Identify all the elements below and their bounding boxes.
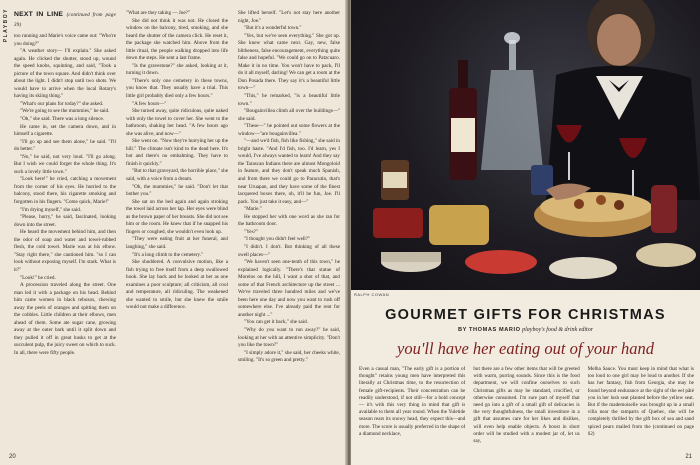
paragraph: "Yes?" <box>244 228 258 235</box>
paragraph: "Is the gravestone?" she asked, looking at it, turning it down. <box>126 62 228 77</box>
paragraph: "They were eating fruit at her funeral, and laughing," she said. <box>126 236 228 250</box>
gift-food-photograph <box>351 0 700 290</box>
column-text <box>238 10 340 365</box>
decanter-neck <box>509 40 516 70</box>
paragraph: "There's only one cemetery in these towns, you know that. They usually have a trial. This little girl probably died only a few hours." <box>126 77 228 100</box>
paragraph: "But to that graveyard, the horrible place," she said, with a voice from a dream. <box>126 168 228 183</box>
left-page <box>0 0 347 465</box>
paragraph: He heard the movement behind him, and then the odor of soap and water and towel-rubbed flesh, the cold towel. Marie was at his elbow. "Stay right there," she cautioned him. "so I can look without exposing myself. I'm stark. What is it?" <box>14 229 116 273</box>
gold-box <box>429 205 489 245</box>
man-face <box>597 14 641 66</box>
round-tin-side <box>381 252 441 262</box>
basket-item <box>614 200 624 210</box>
column-text: but there are a few other items that will be greeted with warm, purring sounds. Since this is the food department, we will confine ourselves to such Christmas gifts as may be standard, crucified, or otherwise consumed. I'm sure part of myself that need go into a gift of a small gift of delicacies is the very thoughtfulness, the small investiture in a gift that assumes care for her likes and dislikes, will even help enable objects. A boost in short order will be studied with a modest jar of, let us say, <box>473 366 580 445</box>
paragraph: "Why do you want to run away?" he said, looking at her with an attentive simplicity. "Don't you like the town?" <box>238 326 340 349</box>
column-text <box>14 33 116 358</box>
photo-illustration <box>351 0 700 290</box>
article-deck: you'll have her eating out of your hand <box>397 339 654 358</box>
paragraph: A procession traveled along the street. One man led it with a package on his head. Behind him came women in black rebozos, chewing away the peels of oranges and spitting them on the cobbles. Little children at their elbows, men ahead of them. Some ate sugar cane, growing away at the outer bark until it split down and they pulled it off in great husks to get at the succulent pulp, the juicy sweet on which to suck. In all, there were fifty people. <box>14 282 116 356</box>
bottle-right <box>651 185 677 233</box>
paragraph: "Yes, but we've seen everything." She got up. She knew what came next. Gay, new, false blitheness, false encouragement, everything quite false and hopeful. "We could go on to Patzcuaro. Make it in no time. You won't have to pack, I'll do it all myself, darling! We can get a room at the Don Posada there. They say it's a beautiful little town—" <box>238 32 340 92</box>
byline-role: playboy's food & drink editor <box>522 327 594 333</box>
glass-stem-left <box>568 152 570 180</box>
column-text: Even a casual man, "The early gift is a portion of thought" retains young men have interpreted this literally at Christmas time, to the resurrection of female gift-recipients. Their concentration can be readily understood, if not still—for a bold concept— it's with this very thing in mind that gift is available to them all year round. When the Yuletide season rears its snowy head, they expect this—and more. The score is usually preferred in the shape of a diamond necklace, <box>359 366 466 437</box>
paragraph: "Oh," she said. There was a long silence. <box>20 116 105 123</box>
basket-item <box>574 199 584 209</box>
right-column-1 <box>359 366 465 452</box>
right-page <box>351 0 700 465</box>
paragraph: "No," he said, not very loud. "I'll go along. But I wish we could forget the whole thing. It's such a lovely little town." <box>14 153 116 175</box>
byline-name: BY THOMAS MARIO <box>457 327 521 333</box>
page-number-right: 21 <box>685 454 692 460</box>
decanter-stopper <box>504 32 520 44</box>
paragraph: "I thought you didn't feel well?" <box>244 236 311 243</box>
paragraph: "It's a long climb to the cemetery." <box>132 251 204 258</box>
tin-right <box>636 243 696 267</box>
page-number-left: 20 <box>9 454 16 460</box>
magazine-side-title: PLAYBOY <box>3 8 9 43</box>
paragraph: He came in, set the camera down, and in himself a cigarette. <box>14 123 116 138</box>
white-tin <box>549 257 617 279</box>
paragraph: "A few hours—" <box>132 100 167 107</box>
paragraph: "Look here!" he cried, catching a movement from the corner of his eyes. He hurried to the balcony, stood there, his cigarette smoking and forgotten in his fingers. "Come quick, Marie!" <box>14 176 116 206</box>
paragraph: "This," he remarked, "is a beautiful little town." <box>238 93 340 107</box>
column-text: Melba Sauce. You must keep in mind that what is too loud to one girl may be loud to another. If she has her fantasy, fish from Georgia, she may be found beyond endurance at the sight of the eel pâté you in her lush seat planted before the yellow seat. But if the mademoiselle was brought up in a small villa near the ramparts of Quebec, she will be completely thrilled by the gift box of sea and sand spiced pears mailed from the (continued on page 62) <box>587 366 694 437</box>
paragraph: "What are they taking — Joe?" <box>126 10 191 16</box>
paragraph: She shuddered. A convulsive motion, like a fish trying to free itself from a deep swallowed hook. She lay back and he looked at her as one examines a poor sculpture; all criticism, all cool and temperature, all ridiculing. The weakened she wanted to smile, but she knew the smile would not make a difference. <box>126 259 228 311</box>
paragraph: "I simply adore it," she said, her cheeks white, smiling. "It's so green and pretty." <box>238 349 340 364</box>
glass-stem-right <box>632 170 634 196</box>
red-round-tin <box>465 250 537 274</box>
paragraph: "I'm drying myself," she said. <box>20 206 82 213</box>
paragraph: "I'll go up and see them alone," he said. "I'll do better." <box>14 138 116 153</box>
continued-from-note: (continued from page 39) <box>14 13 116 28</box>
right-column-3 <box>588 366 694 452</box>
left-column-3 <box>238 10 340 450</box>
paragraph: "Please, hurry," he said, fascinated, looking down into the street. <box>14 214 116 228</box>
paragraph: "Look!" he cried. <box>20 274 56 281</box>
column-text <box>126 10 228 312</box>
paragraph: She did not think it was not. He closed the window on the balcony, tired, smoking, and she heard the shutter of the camera click. He reset it, the package she watched him. Above from the little ritual, the people walking dropped into life down the steps. He sent a last frame. <box>126 17 228 62</box>
right-page-columns <box>359 366 694 452</box>
basket-item <box>596 195 606 205</box>
paragraph: "These—" he pointed out some flowers at the window—"are bougainvillea." <box>238 123 340 137</box>
article-headline: GOURMET GIFTS FOR CHRISTMAS <box>385 307 666 323</box>
photo-credit: RALPH COWAN <box>354 292 390 297</box>
paragraph: "I didn't. I don't. But thinking of all these swell places—" <box>238 243 340 258</box>
story-title: NEXT IN LINE <box>14 11 64 18</box>
red-tin <box>373 208 423 238</box>
wine-bottle-neck <box>458 60 468 90</box>
paragraph: "—and we'd fish, fish like fishing," she said in bright haste. "And I'd fish, too. I'd learn, yes I would, I've always wanted to learn! And they say the Tarascan Indians there are almost Mongoloid in feature, and they don't speak much Spanish, and from there we could go to Paracutin, that's near Uruapan, and they have some of the finest lacquered boxes there, oh, it'll be fun, Joe. I'll pack. You just take it easy, and—" <box>238 138 340 205</box>
paragraph: She sat on the bed again and again stroking the towel laid across her lap. Her eyes were blind as the brown paper of her breasts. She did not see him or the room. He knew that if he snapped his fingers or coughed, she wouldn't even look up. <box>126 198 228 235</box>
left-column-1 <box>14 10 116 450</box>
paragraph: He stopped her with one word as she ran for the bathroom door. <box>238 213 340 228</box>
paragraph: "But it's a wonderful town." <box>244 25 302 32</box>
paragraph: She turned away, quite ridiculous, quite naked with only the towel to cover her. She went to the bathroom, shaking her head. "A few hours ago she was alive, and now—" <box>126 108 228 137</box>
paragraph: "What's our plans for today?" she asked. <box>20 100 104 107</box>
paragraph: She went on. "Now they're hurrying her up the hill." The climate isn't kind to the dead here. It's hot and there's no embalming. They have to finish it quickly." <box>126 138 228 167</box>
paragraph: "Bougainvillea climb all over the buildings—" she said. <box>238 108 340 122</box>
wine-label <box>451 118 475 152</box>
decanter-body <box>481 70 543 170</box>
paragraph: "We haven't seen one-tenth of this town," he explained logically. "There's that statue of Morelos on the hill, I want a shot of that, and some of that French architecture up the street ... We've traveled three hundred miles and we've been here one day and now you want to rush off somewhere else. I've already paid the rent for another night ..." <box>238 259 340 318</box>
left-column-2 <box>126 10 228 450</box>
paragraph: "We're going to see the mummies," he said. <box>20 108 110 115</box>
right-column-2 <box>473 366 579 452</box>
story-heading <box>14 10 116 30</box>
paragraph: too running and Marie's voice came out: "Who're you doing?" <box>14 33 116 47</box>
paragraph: "Marie." <box>244 206 262 213</box>
jar-label <box>383 172 407 188</box>
paragraph: "A weather story— I'll explain." She asked again. He clicked the shutter, stood up, wound the speed knobs, squinting, and said, "Took a picture of the town square. And didn't think over about the light. I didn't stop until two shots. We would have to arrive when the local Rotary's having its skiing thing." <box>14 48 116 100</box>
paragraph: "Oh, the mummies," he said. "Don't let that bother you." <box>126 183 228 198</box>
byline <box>351 327 700 333</box>
paragraph: "You can get it back," she said. <box>244 319 308 326</box>
left-page-columns <box>14 10 340 450</box>
paragraph: She lifted herself. "Let's not stay here another night, Joe." <box>238 10 340 24</box>
